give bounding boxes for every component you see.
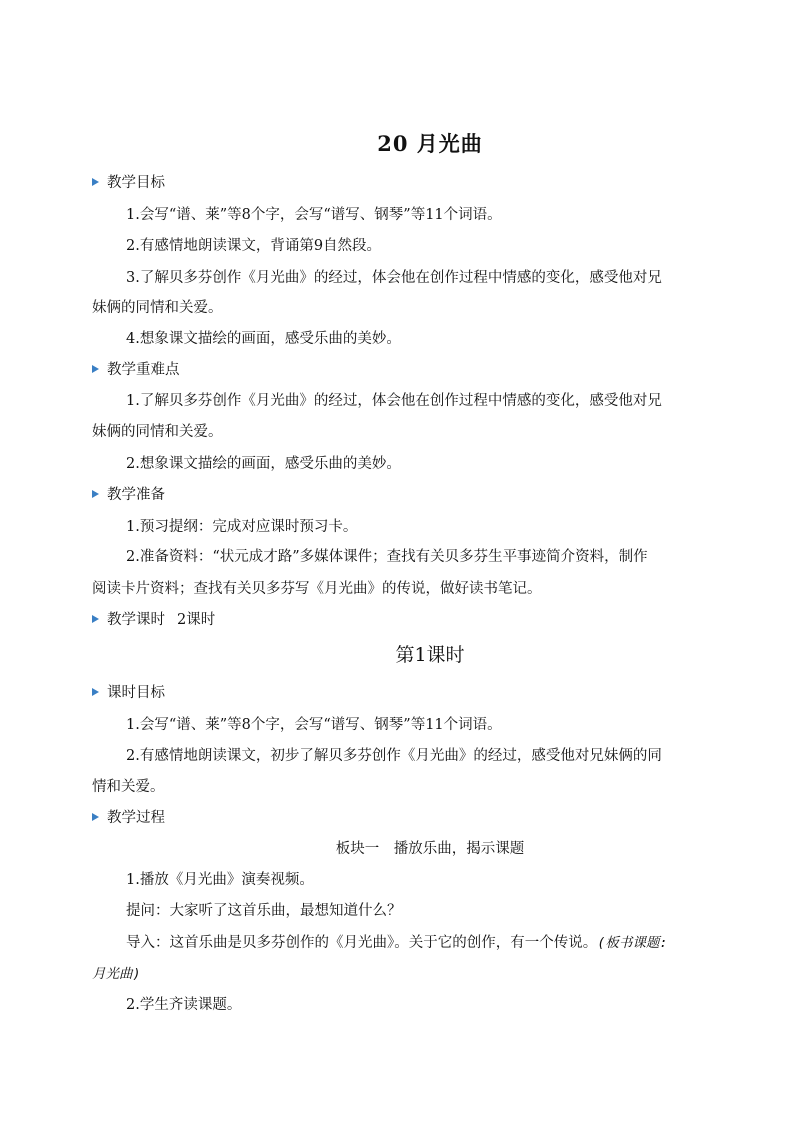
process-step-1: 1.播放《月光曲》演奏视频。 (126, 872, 314, 888)
lesson-objective-2-line2: 情和关爱。 (92, 779, 165, 795)
objective-2: 2.有感情地朗读课文，背诵第9自然段。 (126, 238, 382, 254)
board-note-start: (板书课题: (597, 935, 668, 951)
page-title: 20 月光曲 (377, 131, 483, 156)
objective-4: 4.想象课文描绘的画面，感受乐曲的美妙。 (126, 331, 401, 347)
objective-1: 1.会写“谱、莱”等8个字，会写“谱写、钢琴”等11个词语。 (126, 207, 502, 223)
process-intro: 导入：这首乐曲是贝多芬创作的《月光曲》。关于它的创作，有一个传说。(板书课题: (126, 935, 668, 951)
preparation-2-line1: 2.准备资料：“状元成才路”多媒体课件；查找有关贝多芬生平事迹简介资料，制作 (126, 549, 648, 565)
keypoint-2: 2.想象课文描绘的画面，感受乐曲的美妙。 (126, 456, 401, 472)
preparation-2-line2: 阅读卡片资料；查找有关贝多芬写《月光曲》的传说，做好读书笔记。 (92, 581, 542, 597)
triangle-bullet-icon (92, 490, 99, 498)
hours-value: 2课时 (177, 612, 216, 628)
lesson-objective-1: 1.会写“谱、莱”等8个字，会写“谱写、钢琴”等11个词语。 (126, 717, 502, 733)
lesson-objective-2-line1: 2.有感情地朗读课文，初步了解贝多芬创作《月光曲》的经过，感受他对兄妹俩的同 (126, 748, 662, 764)
process-step-2: 2.学生齐读课题。 (126, 997, 242, 1013)
section-heading-objectives: 教学目标 (92, 171, 165, 192)
keypoint-1-line1: 1.了解贝多芬创作《月光曲》的经过，体会他在创作过程中情感的变化，感受他对兄 (126, 393, 662, 409)
block-1-title: 板块一 播放乐曲，揭示课题 (335, 841, 525, 857)
triangle-bullet-icon (92, 365, 99, 373)
section-heading-preparation: 教学准备 (92, 483, 165, 504)
process-question: 提问：大家听了这首乐曲，最想知道什么？ (126, 903, 402, 919)
triangle-bullet-icon (92, 688, 99, 696)
keypoint-1-line2: 妹俩的同情和关爱。 (92, 424, 223, 440)
preparation-1: 1.预习提纲：完成对应课时预习卡。 (126, 519, 358, 535)
section-heading-process: 教学过程 (92, 806, 165, 827)
triangle-bullet-icon (92, 178, 99, 186)
section-heading-keypoints: 教学重难点 (92, 358, 180, 379)
lesson-title: 第1课时 (395, 644, 465, 666)
board-note-end: 月光曲) (92, 966, 141, 982)
objective-3-line2: 妹俩的同情和关爱。 (92, 300, 223, 316)
triangle-bullet-icon (92, 615, 99, 623)
triangle-bullet-icon (92, 813, 99, 821)
section-heading-lesson-objectives: 课时目标 (92, 681, 165, 702)
objective-3-line1: 3.了解贝多芬创作《月光曲》的经过，体会他在创作过程中情感的变化，感受他对兄 (126, 270, 662, 286)
section-heading-hours: 教学课时 2课时 (92, 608, 215, 629)
